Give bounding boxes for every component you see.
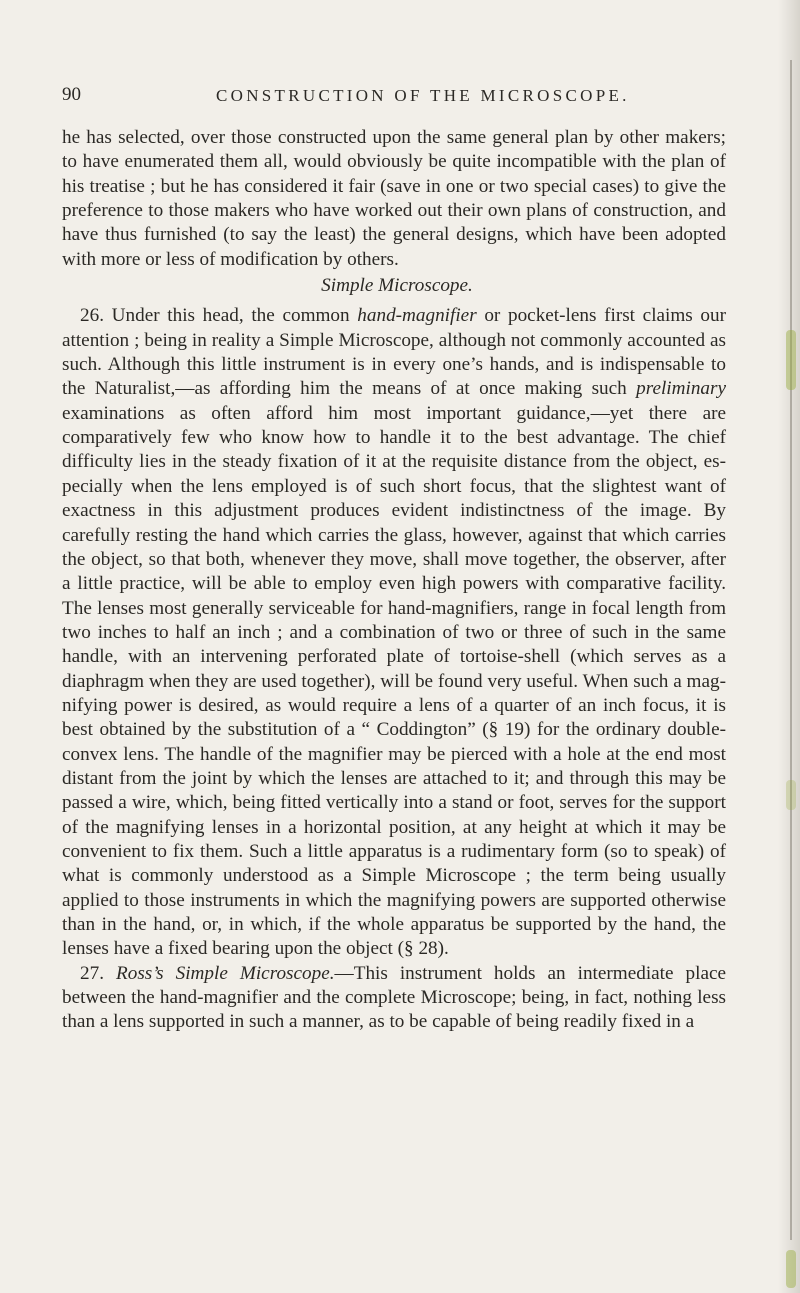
body-text [62, 126, 726, 1035]
para27-heading: Ross’s Simple Microscope. [116, 962, 335, 984]
para27-text: —This instrument holds an intermediate place between the hand-magnifier and the complete Microscope; being, in fact, nothing less than a lens supported in such a manner, as to be capable of being readily fixed in a [62, 962, 726, 1033]
binding-edge-shadow [778, 0, 800, 1293]
para26-text-3: examinations as often afford him most important guidance,—yet there are comparatively few who know how to handle it to the best advantage. The chief difficulty lies in the steady fixation of it at the requisite distance from the object, especially when the lens employed is of such short focus, that the slightest want of exactness in this adjustment produces evident indistinctness of the image. By carefully resting the hand which carries the glass, however, against that which carries the object, so that both, whenever they move, shall move together, the observer, after a little practice, will be able to employ even high powers with comparative facility. The lenses most generally serviceable for hand-magnifiers, range in focal length from two inches to half an inch ; and a combination of two or three of such in the same handle, with an intervening perforated plate of tortoise-shell (which serves as a diaphragm when they are used together), will be found very useful. When such a magnifying power is desired, as would require a lens of a quarter of an inch focus, it is best obtained by the substitution of a “ Coddington” (§ 19) for the ordinary double-convex lens. The handle of the magnifier may be pierced with a hole at the end most distant from the joint by which the lenses are attached to it; and through this may be passed a wire, which, being fitted vertically into a stand or foot, serves for the support of the magnifying lenses in a horizontal position, at any height at which it may be convenient to fix them. Such a little apparatus is a rudimentary form (so to speak) of what is commonly understood as a Simple Microscope ; the term being usually applied to those instruments in which the magnifying powers are supported otherwise than in the hand, or, in which, if the whole apparatus be supported by the hand, the lenses have a fixed bearing upon the object (§ 28). [62, 402, 726, 960]
para26-emphasis-hand-magnifier: hand-magnifier [357, 305, 477, 327]
section-heading: Simple Microscope. [321, 275, 473, 297]
page-number: 90 [62, 84, 81, 105]
edge-stain [786, 780, 796, 810]
para27-number: 27. [80, 962, 116, 984]
running-title: CONSTRUCTION OF THE MICROSCOPE. [216, 86, 630, 105]
para26-emphasis-preliminary: preliminary [636, 378, 726, 400]
running-header [62, 84, 702, 114]
edge-stain [786, 1250, 796, 1288]
paragraph-continued: he has selected, over those constructed upon the same general plan by other makers; to have enumerated them all, would obviously be quite incompatible with the plan of his treatise ; but he has considered it fair (save in one or two special cases) to give the preference to those makers who have worked out their own plans of construction, and have thus furnished (to say the least) the general designs, which have been adopted with more or less of modification by others. [62, 127, 726, 270]
paragraph-26 [62, 304, 726, 961]
paragraph-27 [62, 962, 726, 1035]
edge-stain [786, 330, 796, 390]
para26-text-1: 26. Under this head, the common [80, 305, 358, 327]
para26-text-2: or pocket-lens first claims our attention ; being in reality a Simple Microscope, although not commonly accounted as such. Although this little instrument is in every one’s hands, and is indispensable to the Naturalist,—as affording him the means of at once making such [62, 305, 727, 400]
binding-edge-line [790, 60, 792, 1240]
